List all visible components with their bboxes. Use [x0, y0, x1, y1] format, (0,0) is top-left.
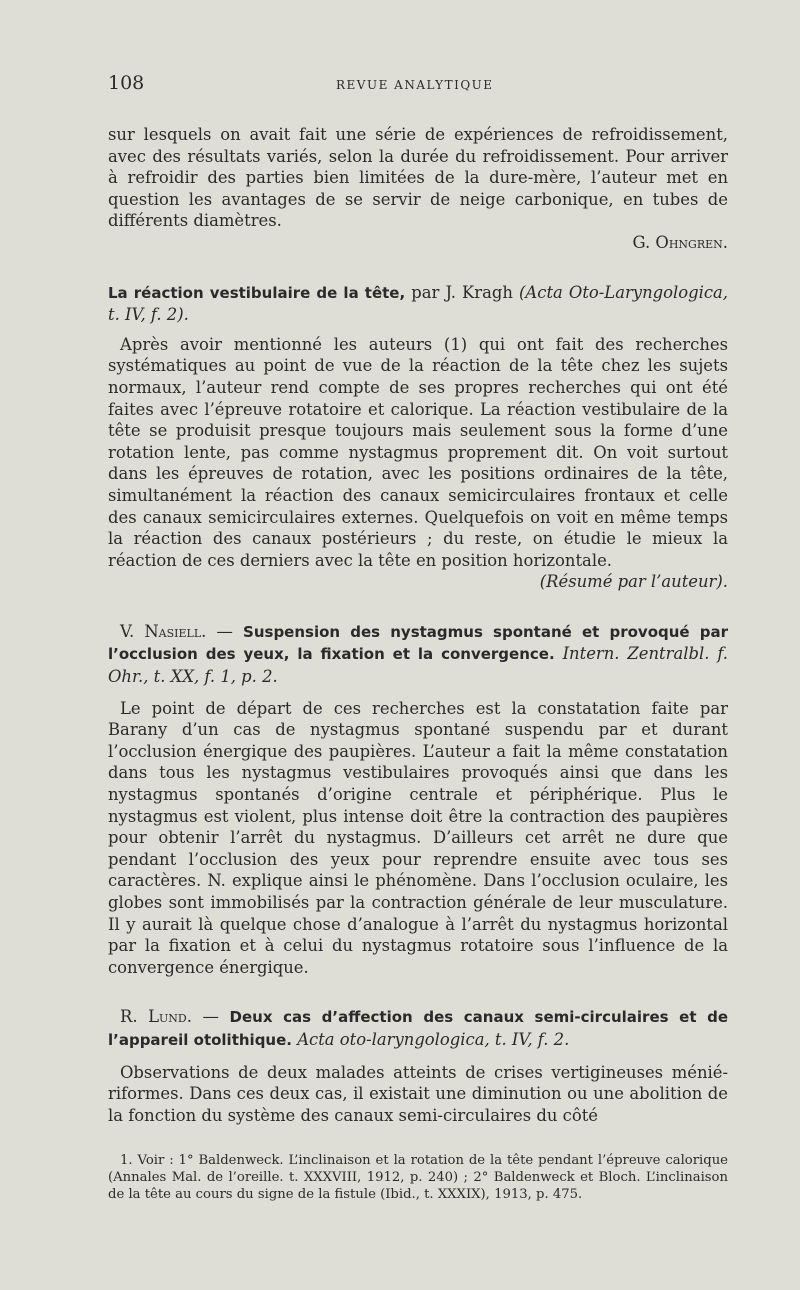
nasiell-author: V. Nasiell.	[120, 621, 207, 641]
lund-title: Deux cas d’affection des canaux semi-circulaires et de l’appareil otolithique.	[108, 1008, 728, 1049]
nasiell-citation: Intern. Zentralbl. f. Ohr., t. XX, f. 1, p. 2.	[108, 644, 729, 687]
nasiell-title: Suspension des nystagmus spontané et provoqué par l’occlusion des yeux, la fixation et la convergence.	[108, 622, 729, 664]
kragh-title: La réaction vestibulaire de la tête,	[108, 283, 406, 302]
kragh-citation: (Acta Oto-Laryngologica, t. IV, f. 2).	[108, 282, 728, 325]
kragh-body: Après avoir mentionné les auteurs (1) qui ont fait des recherches systématiques au point de vue de la réaction de la tête chez les sujets normaux, l’auteur rend compte de ses propres recherches qui ont été faites avec l’épreuve rotatoire et calorique. La réaction vestibulaire de la tête se produisit presque toujours mais seulement sous la forme d’une rotation lente, pas comme nystagmus proprement dit. On voit surtout dans les épreuves de rotation, avec les positions ordinaires de la tête, simultanément la réaction des canaux semicirculaires frontaux et celle des canaux semicirculaires externes. Quelquefois on voit en même temps la réaction des canaux postérieurs ; du reste, on étudie le mieux la réaction de ces derniers avec la tête en position horizontale.	[108, 334, 728, 570]
lund-section	[108, 1006, 728, 1126]
intro-text: sur lesquels on avait fait une série de expériences de refroidissement, avec des résultats variés, selon la durée du refroidissement. Pour arriver à refroidir des parties bien limitées de la dure-mère, l’auteur met en question les avantages de se servir de neige carbonique, en tubes de différents diamètres.	[108, 125, 728, 231]
kragh-byline: par J. Kragh	[411, 282, 513, 302]
page-content	[108, 72, 728, 1203]
kragh-summary-line	[108, 571, 728, 593]
nasiell-dash: —	[206, 621, 244, 641]
kragh-summary-note: (Résumé par l’auteur).	[539, 572, 728, 592]
nasiell-section	[108, 621, 728, 979]
journal-title: REVUE ANALYTIQUE	[336, 78, 494, 92]
lund-dash: —	[191, 1007, 230, 1027]
nasiell-heading	[108, 621, 728, 688]
nasiell-body: Le point de départ de ces recherches est la constatation faite par Barany d’un cas de nystagmus spontané suspendu par et durant l’occlusion énergique des paupières. L’auteur a fait la même constatation dans tous les nystagmus vestibulaires provoqués ainsi que dans les nystagmus spontanés d’origine centrale et périphérique. Plus le nystagmus est violent, plus intense doit être la contraction des paupières pour obtenir l’arrêt du nystagmus. D’ailleurs cet arrêt ne dure que pendant l’occlusion des yeux pour reprendre ensuite avec tous ses caractères. N. explique ainsi le phénomène. Dans l’occlusion oculaire, les globes sont immobilisés par la contraction générale de leur musculature. Il y aurait là quelque chose d’analogue à l’arrêt du nystagmus horizontal par la fixation et à celui du nystagmus rotatoire sous l’influence de la convergence énergique.	[108, 698, 728, 977]
lund-body: Observations de deux malades atteints de crises vertigineuses ménié-riformes. Dans ces deux cas, il existait une diminution ou une abolition de la fonction du système des canaux semi-circulaires du côté	[108, 1062, 728, 1125]
kragh-section	[108, 282, 728, 593]
footnote	[108, 1152, 728, 1203]
running-head	[108, 72, 728, 102]
footnote-text: 1. Voir : 1° Baldenweck. L’inclinaison et la rotation de la tête pendant l’épreuve calorique (Annales Mal. de l’oreille. t. XXXVIII, 1912, p. 240) ; 2° Baldenweck et Bloch. L’inclinaison de la tête au cours du signe de la fistule (Ibid., t. XXXIX), 1913, p. 475.	[108, 1153, 728, 1203]
kragh-heading	[108, 282, 728, 326]
intro-section	[108, 124, 728, 254]
intro-signature: G. Ohngren.	[632, 232, 728, 252]
page-number: 108	[108, 72, 145, 94]
lund-citation: Acta oto-laryngologica, t. IV, f. 2.	[297, 1029, 570, 1049]
lund-heading	[108, 1006, 728, 1051]
lund-author: R. Lund.	[120, 1007, 192, 1027]
